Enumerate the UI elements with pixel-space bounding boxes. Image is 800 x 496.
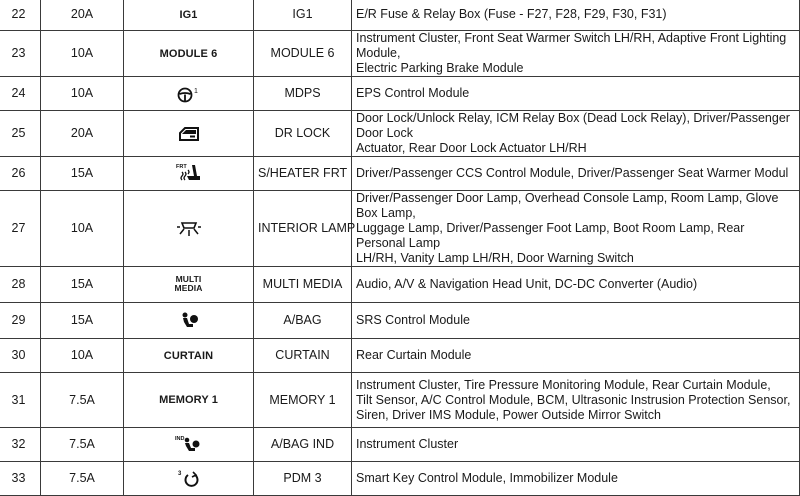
fuse-name: A/BAG — [254, 303, 352, 339]
fuse-symbol — [124, 339, 254, 373]
table-row — [0, 77, 800, 111]
symbol-text: IG1 — [179, 8, 198, 21]
fuse-number: 28 — [0, 267, 41, 303]
fuse-number: 22 — [0, 0, 41, 31]
fuse-rating: 15A — [41, 267, 124, 303]
fuse-number: 25 — [0, 111, 41, 157]
fuse-rating: 10A — [41, 77, 124, 111]
fuse-number: 33 — [0, 462, 41, 496]
fuse-name: CURTAIN — [254, 339, 352, 373]
svg-text:3: 3 — [177, 470, 181, 477]
fuse-rating: 7.5A — [41, 428, 124, 462]
symbol-text: MODULE 6 — [159, 47, 218, 60]
fuse-symbol — [124, 31, 254, 77]
fuse-name: MDPS — [254, 77, 352, 111]
protected-component: EPS Control Module — [352, 77, 800, 111]
table-row — [0, 31, 800, 77]
svg-text:1: 1 — [193, 87, 198, 95]
steering-wheel-icon — [177, 85, 201, 103]
protected-component: Audio, A/V & Navigation Head Unit, DC-DC Converter (Audio) — [352, 267, 800, 303]
fuse-name: MODULE 6 — [254, 31, 352, 77]
protected-component: Rear Curtain Module — [352, 339, 800, 373]
fuse-number: 27 — [0, 191, 41, 267]
fuse-symbol — [124, 111, 254, 157]
table-row — [0, 462, 800, 496]
interior-lamp-icon — [176, 220, 202, 238]
table-row — [0, 428, 800, 462]
protected-component: Driver/Passenger Door Lamp, Overhead Console Lamp, Room Lamp, Glove Box Lamp, Luggage Lamp, Driver/Passenger Foot Lamp, Boot Room Lamp, Rear Personal Lamp LH/RH, Vanity Lamp LH/RH, Door Warning Switch — [352, 191, 800, 267]
seat-heater-icon — [176, 162, 202, 186]
fuse-rating: 20A — [41, 111, 124, 157]
power-module-icon — [178, 469, 200, 489]
fuse-rating: 7.5A — [41, 373, 124, 428]
fuse-number: 29 — [0, 303, 41, 339]
table-row — [0, 339, 800, 373]
table-row — [0, 0, 800, 31]
protected-component: SRS Control Module — [352, 303, 800, 339]
fuse-name: S/HEATER FRT — [254, 157, 352, 191]
fuse-name: INTERIOR LAMP — [254, 191, 352, 267]
fuse-symbol — [124, 428, 254, 462]
airbag-indicator-icon — [175, 435, 203, 455]
protected-component: E/R Fuse & Relay Box (Fuse - F27, F28, F29, F30, F31) — [352, 0, 800, 31]
fuse-number: 30 — [0, 339, 41, 373]
fuse-name: MULTI MEDIA — [254, 267, 352, 303]
table-row — [0, 111, 800, 157]
svg-text:IND: IND — [174, 435, 184, 442]
table-row — [0, 303, 800, 339]
fuse-symbol — [124, 462, 254, 496]
table-row — [0, 157, 800, 191]
symbol-text: CURTAIN — [163, 349, 214, 362]
fuse-name: MEMORY 1 — [254, 373, 352, 428]
protected-component: Door Lock/Unlock Relay, ICM Relay Box (Dead Lock Relay), Driver/Passenger Door Lock Actuator, Rear Door Lock Actuator LH/RH — [352, 111, 800, 157]
fuse-symbol — [124, 191, 254, 267]
fuse-number: 24 — [0, 77, 41, 111]
fuse-rating: 15A — [41, 303, 124, 339]
table-row — [0, 373, 800, 428]
fuse-name: IG1 — [254, 0, 352, 31]
fuse-rating: 10A — [41, 339, 124, 373]
fuse-name: A/BAG IND — [254, 428, 352, 462]
fuse-rating: 15A — [41, 157, 124, 191]
fuse-symbol — [124, 267, 254, 303]
symbol-text: MULTI MEDIA — [174, 273, 203, 293]
airbag-icon — [178, 311, 200, 331]
protected-component: Driver/Passenger CCS Control Module, Driver/Passenger Seat Warmer Modul — [352, 157, 800, 191]
fuse-symbol — [124, 303, 254, 339]
door-lock-icon — [178, 126, 200, 142]
fuse-name: PDM 3 — [254, 462, 352, 496]
fuse-name: DR LOCK — [254, 111, 352, 157]
fuse-rating: 10A — [41, 191, 124, 267]
fuse-symbol — [124, 373, 254, 428]
protected-component: Smart Key Control Module, Immobilizer Module — [352, 462, 800, 496]
table-row — [0, 267, 800, 303]
protected-component: Instrument Cluster — [352, 428, 800, 462]
fuse-symbol — [124, 0, 254, 31]
protected-component: Instrument Cluster, Front Seat Warmer Switch LH/RH, Adaptive Front Lighting Module, Electric Parking Brake Module — [352, 31, 800, 77]
svg-text:FRT: FRT — [175, 163, 187, 170]
fuse-rating: 10A — [41, 31, 124, 77]
symbol-text: MEMORY 1 — [159, 394, 218, 406]
fuse-number: 26 — [0, 157, 41, 191]
table-row — [0, 191, 800, 267]
protected-component: Instrument Cluster, Tire Pressure Monitoring Module, Rear Curtain Module, Tilt Sensor, A/C Control Module, BCM, Ultrasonic Instrusion Protection Sensor, Siren, Driver IMS Module, Power Outside Mirror Switch — [352, 373, 800, 428]
fuse-rating: 7.5A — [41, 462, 124, 496]
fuse-symbol — [124, 77, 254, 111]
fuse-rating: 20A — [41, 0, 124, 31]
fuse-number: 32 — [0, 428, 41, 462]
fuse-symbol — [124, 157, 254, 191]
fuse-number: 31 — [0, 373, 41, 428]
fuse-number: 23 — [0, 31, 41, 77]
